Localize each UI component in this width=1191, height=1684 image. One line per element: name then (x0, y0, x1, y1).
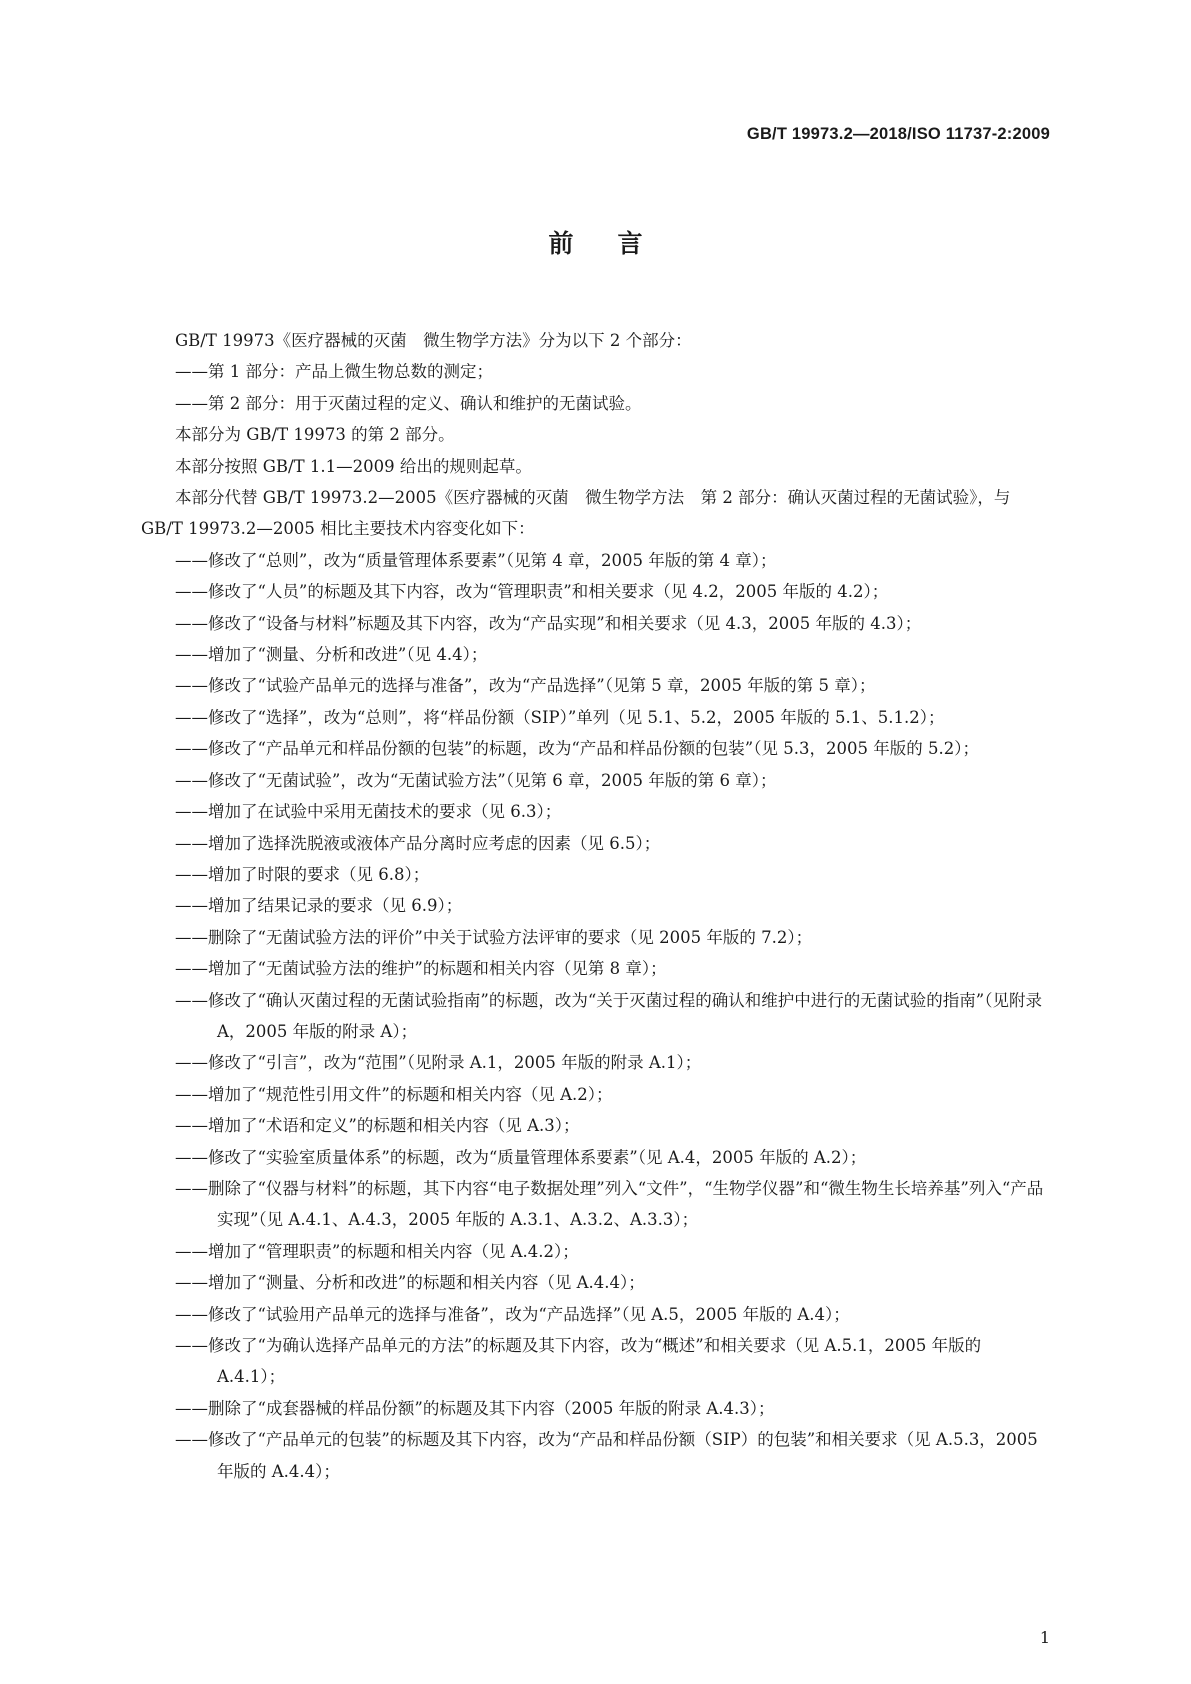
change-item: ——增加了在试验中采用无菌技术的要求（见 6.3）； (175, 802, 562, 822)
intro-paragraph: GB/T 19973《医疗器械的灭菌 微生物学方法》分为以下 2 个部分： (175, 331, 692, 350)
intro-paragraph: 本部分按照 GB/T 1.1—2009 给出的规则起草。 (175, 456, 532, 476)
change-item: ——修改了“人员”的标题及其下内容，改为“管理职责”和相关要求（见 4.2，2005 年版的 4.2）； (175, 582, 889, 602)
change-item: ——增加了“测量、分析和改进”（见 4.4）； (175, 645, 488, 665)
change-item: ——增加了“术语和定义”的标题和相关内容（见 A.3）； (175, 1116, 580, 1136)
intro-paragraph: 本部分为 GB/T 19973 的第 2 部分。 (175, 425, 455, 445)
change-item: ——修改了“引言”，改为“范围”（见附录 A.1，2005 年版的附录 A.1）； (175, 1053, 702, 1073)
change-item: ——修改了“确认灭菌过程的无菌试验指南”的标题，改为“关于灭菌过程的确认和维护中进行的无菌试验的指南”（见附录 A，2005 年版的附录 A）； (175, 990, 1042, 1041)
change-item: ——增加了“规范性引用文件”的标题和相关内容（见 A.2）； (175, 1084, 613, 1104)
change-item: ——增加了时限的要求（见 6.8）； (175, 864, 430, 884)
change-item: ——修改了“无菌试验”，改为“无菌试验方法”（见第 6 章，2005 年版的第 6 章）； (175, 770, 777, 790)
change-item: ——增加了“管理职责”的标题和相关内容（见 A.4.2）； (175, 1241, 579, 1261)
document-body (141, 325, 1050, 1487)
change-item: ——修改了“实验室质量体系”的标题，改为“质量管理体系要素”（见 A.4，2005 年版的 A.2）； (175, 1147, 867, 1167)
change-item: ——修改了“为确认选择产品单元的方法”的标题及其下内容，改为“概述”和相关要求（见 A.5.1，2005 年版的 A.4.1）； (175, 1336, 982, 1387)
change-item: ——修改了“试验产品单元的选择与准备”，改为“产品选择”（见第 5 章，2005 年版的第 5 章）； (175, 676, 876, 696)
change-item: ——增加了“测量、分析和改进”的标题和相关内容（见 A.4.4）； (175, 1273, 645, 1293)
change-item: ——修改了“产品单元和样品份额的包装”的标题，改为“产品和样品份额的包装”（见 5.3，2005 年版的 5.2）； (175, 739, 979, 759)
changes-list (141, 545, 1050, 1487)
intro-paragraph: 本部分代替 GB/T 19973.2—2005《医疗器械的灭菌 微生物学方法 第 2 部分：确认灭菌过程的无菌试验》，与 GB/T 19973.2—2005 相比主要技术内容变化如下： (141, 488, 1011, 539)
change-item: ——增加了选择洗脱液或液体产品分离时应考虑的因素（见 6.5）； (175, 833, 661, 853)
change-item: ——删除了“仪器与材料”的标题，其下内容“电子数据处理”列入“文件”，“生物学仪器”和“微生物生长培养基”列入“产品实现”（见 A.4.1、A.4.3，2005 年版的 A.3.1、A.3.2、A.3.3）； (175, 1178, 1044, 1230)
change-item: ——修改了“设备与材料”标题及其下内容，改为“产品实现”和相关要求（见 4.3，2005 年版的 4.3）； (175, 613, 922, 633)
change-item: ——修改了“产品单元的包装”的标题及其下内容，改为“产品和样品份额（SIP）的包装”和相关要求（见 A.5.3，2005 年版的 A.4.4）； (175, 1430, 1038, 1481)
page-number: 1 (1039, 1628, 1050, 1647)
change-item: ——增加了结果记录的要求（见 6.9）； (175, 896, 463, 916)
change-item: ——增加了“无菌试验方法的维护”的标题和相关内容（见第 8 章）； (175, 959, 667, 979)
change-item: ——修改了“试验用产品单元的选择与准备”，改为“产品选择”（见 A.5，2005 年版的 A.4）； (175, 1304, 850, 1324)
change-item: ——修改了“总则”，改为“质量管理体系要素”（见第 4 章，2005 年版的第 4 章）； (175, 550, 777, 570)
change-item: ——删除了“无菌试验方法的评价”中关于试验方法评审的要求（见 2005 年版的 7.2）； (175, 927, 813, 947)
page-title: 前言 (548, 229, 687, 258)
part-list-item: ——第 1 部分：产品上微生物总数的测定； (175, 362, 493, 382)
part-list-item: ——第 2 部分：用于灭菌过程的定义、确认和维护的无菌试验。 (175, 393, 642, 413)
change-item: ——修改了“选择”，改为“总则”，将“样品份额（SIP）”单列（见 5.1、5.2，2005 年版的 5.1、5.1.2）； (175, 707, 945, 727)
standard-number-header: GB/T 19973.2—2018/ISO 11737-2:2009 (746, 125, 1050, 143)
change-item: ——删除了“成套器械的样品份额”的标题及其下内容（2005 年版的附录 A.4.3）； (175, 1398, 775, 1418)
